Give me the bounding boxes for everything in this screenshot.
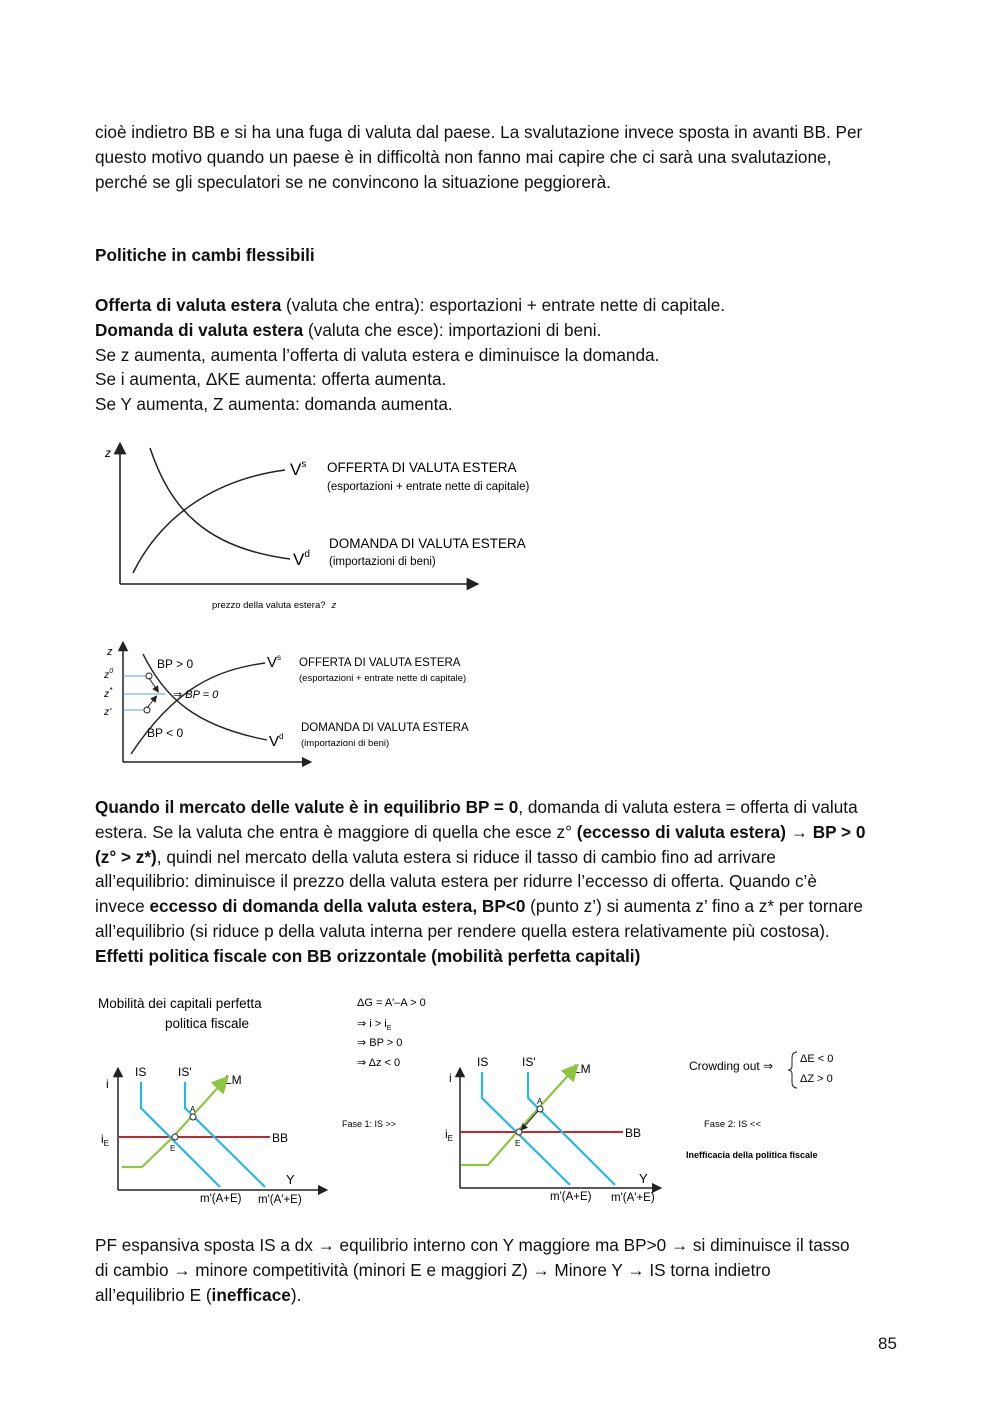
fig3-right-arrow-back xyxy=(523,1111,538,1128)
fig2-bp-positive: BP > 0 xyxy=(157,657,194,671)
figure-foreign-currency-market xyxy=(95,438,575,618)
intro-line-1: cioè indietro BB e si ha una fuga di valuta dal paese. La svalutazione invece sposta in avanti BB. Per xyxy=(95,122,863,142)
fig2-y-label: z xyxy=(107,646,113,658)
fig3-right-e-label: E xyxy=(515,1139,521,1148)
closing-line-1: PF espansiva sposta IS a dx → equilibrio interno con Y maggiore ma BP>0 → si diminuisce il tasso xyxy=(95,1235,850,1255)
equilibrium-paragraph xyxy=(95,795,910,969)
section-title xyxy=(95,243,910,268)
fig3-left-is2-label: IS' xyxy=(178,1065,192,1079)
fig3-right-i-label: i xyxy=(449,1071,452,1085)
fig2-arrow-down xyxy=(149,678,157,690)
fig1-offerta-title: OFFERTA DI VALUTA ESTERA xyxy=(327,460,517,475)
fig2-zstar-label: z* xyxy=(104,686,113,700)
fig2-vs-label: $V^s$ xyxy=(267,653,282,671)
fig3-left-y-label: Y xyxy=(286,1172,295,1187)
fig2-arrow-up xyxy=(147,698,155,708)
fig3-right-y-label: Y xyxy=(639,1171,648,1186)
intro-line-3: perché se gli speculatori se ne convincono la situazione peggiorerà. xyxy=(95,171,611,192)
figure-fiscal-policy xyxy=(95,990,855,1212)
fig1-vd-label: $V^d$ xyxy=(293,549,310,569)
fig3-brace xyxy=(788,1052,797,1088)
fig3-left-point-e xyxy=(172,1134,178,1140)
fig3-dg-line-3: ⇒ BP > 0 xyxy=(357,1037,403,1049)
fig3-crowding-out: Crowding out ⇒ xyxy=(689,1059,774,1073)
definitions-block xyxy=(95,293,910,417)
fig3-left-ie-label: $i_E$ xyxy=(101,1132,110,1148)
fig3-dg-line-1: ΔG = A'–A > 0 xyxy=(357,997,426,1009)
def-offerta-term: Offerta di valuta estera xyxy=(95,295,282,315)
fig2-offerta-sub: (esportazioni + entrate nette di capitale) xyxy=(299,673,467,684)
fig3-dg-line-4: ⇒ Δz < 0 xyxy=(357,1057,401,1069)
fig3-right-m2: m'(A'+E) xyxy=(611,1192,655,1204)
closing-line-3: all’equilibrio E (inefficace). xyxy=(95,1284,302,1305)
fig3-right-point-e xyxy=(516,1129,522,1135)
fig2-domanda-title: DOMANDA DI VALUTA ESTERA xyxy=(301,722,469,734)
fig3-left-point-a xyxy=(190,1114,196,1120)
fig3-inefficacia: Inefficacia della politica fiscale xyxy=(686,1150,818,1160)
def-domanda-term: Domanda di valuta estera xyxy=(95,319,304,340)
para-line-6: all’equilibrio (si riduce p della valuta interna per rendere quella estera relativamente più costosa). xyxy=(95,920,830,941)
intro-line-2: questo motivo quando un paese è in difficoltà non fanno mai capire che ci sarà una svalutazione, xyxy=(95,146,832,167)
def-offerta-text: (valuta che entra): esportazioni + entrate nette di capitale. xyxy=(281,295,726,315)
fig3-dg-line-2: ⇒ $i > i_E$ xyxy=(357,1018,392,1032)
closing-line-2: di cambio → minore competitività (minori E e maggiori Z) → Minore Y → IS torna indietro xyxy=(95,1259,771,1280)
fig3-left-m1: m'(A+E) xyxy=(200,1193,242,1205)
fig3-right-ie-label: $i_E$ xyxy=(445,1127,454,1143)
def-z-line: Se z aumenta, aumenta l’offerta di valuta estera e diminuisce la domanda. xyxy=(95,344,660,365)
fig3-right-is2-label: IS' xyxy=(522,1055,536,1069)
page-number: 85 xyxy=(878,1334,897,1353)
fig2-z0-label: $z^0$ xyxy=(104,668,114,681)
figure-bp-equilibrium xyxy=(95,638,515,770)
fig2-bp-negative: BP < 0 xyxy=(147,726,184,740)
fig3-fase1: Fase 1: IS >> xyxy=(342,1119,397,1129)
fig3-left-lm-label: LM xyxy=(225,1073,242,1087)
fig2-offerta-title: OFFERTA DI VALUTA ESTERA xyxy=(299,657,461,669)
fig3-right-is-label: IS xyxy=(477,1055,489,1069)
fig2-bp-zero: ⇒ BP = 0 xyxy=(173,689,219,701)
fig3-left-lm-curve xyxy=(122,1082,223,1167)
fig1-x-caption: prezzo della valuta estera? z xyxy=(212,600,337,611)
fig1-vs-label: $V^s$ xyxy=(290,459,307,479)
fig3-left-is2-curve xyxy=(185,1082,265,1187)
closing-paragraph xyxy=(95,1233,910,1307)
fig1-domanda-sub: (importazioni di beni) xyxy=(329,556,436,568)
fig3-title-2: politica fiscale xyxy=(165,1016,250,1031)
fig3-right-is2-curve xyxy=(528,1072,615,1185)
fig3-left-is-label: IS xyxy=(135,1065,147,1079)
def-offerta xyxy=(95,293,910,318)
fig1-demand-curve xyxy=(150,448,290,559)
def-i-line: Se i aumenta, ΔKE aumenta: offerta aumenta. xyxy=(95,369,447,390)
fig2-vd-label: $V^d$ xyxy=(269,732,284,750)
fig3-fase2: Fase 2: IS << xyxy=(704,1119,762,1130)
fig3-left-i-label: i xyxy=(106,1077,109,1091)
para-line-5: invece eccesso di domanda della valuta estera, BP<0 (punto z’) si aumenta z’ fino a z* per tornare xyxy=(95,896,863,917)
fig3-left-e-label: E xyxy=(170,1144,176,1153)
fig1-supply-curve xyxy=(133,470,285,573)
fig3-delta-e: ΔE < 0 xyxy=(800,1053,834,1065)
fig3-right-bb-label: BB xyxy=(625,1126,642,1140)
section-title-text: Politiche in cambi flessibili xyxy=(95,245,315,265)
fig3-right-lm-label: LM xyxy=(574,1062,591,1076)
fig3-right-a-label: A xyxy=(537,1097,543,1106)
fig1-y-label: z xyxy=(105,446,111,460)
fig3-right-m1: m'(A+E) xyxy=(550,1191,592,1203)
def-domanda xyxy=(95,318,910,343)
fig3-delta-z: ΔZ > 0 xyxy=(800,1073,833,1085)
para-line-2: estera. Se la valuta che entra è maggiore di quella che esce z° (eccesso di valuta estera) → BP > 0 xyxy=(95,821,866,842)
fig1-domanda-title: DOMANDA DI VALUTA ESTERA xyxy=(329,536,526,551)
para-line-1: Quando il mercato delle valute è in equilibrio BP = 0, domanda di valuta estera = offerta di valuta xyxy=(95,797,858,817)
para-line-3: (z° > z*), quindi nel mercato della valuta estera si riduce il tasso di cambio fino ad arrivare xyxy=(95,846,776,867)
fig3-left-m2: m'(A'+E) xyxy=(258,1194,302,1206)
intro-paragraph xyxy=(95,120,910,194)
fig3-title-1: Mobilità dei capitali perfetta xyxy=(98,996,262,1011)
def-y-line: Se Y aumenta, Z aumenta: domanda aumenta. xyxy=(95,394,453,415)
fig2-zprime-label: z' xyxy=(104,706,112,718)
fig2-domanda-sub: (importazioni di beni) xyxy=(301,738,390,749)
para-line-7: Effetti politica fiscale con BB orizzontale (mobilità perfetta capitali) xyxy=(95,945,641,966)
def-domanda-text: (valuta che esce): importazioni di beni. xyxy=(303,319,602,340)
para-line-4: all’equilibrio: diminuisce il prezzo della valuta estera per ridurre l’eccesso di offerta. Quando c’è xyxy=(95,871,817,892)
fig3-left-a-label: A xyxy=(190,1105,196,1114)
fig3-left-bb-label: BB xyxy=(272,1131,289,1145)
fig1-offerta-sub: (esportazioni + entrate nette di capitale) xyxy=(327,481,530,493)
fig3-right-lm-curve xyxy=(461,1070,573,1165)
